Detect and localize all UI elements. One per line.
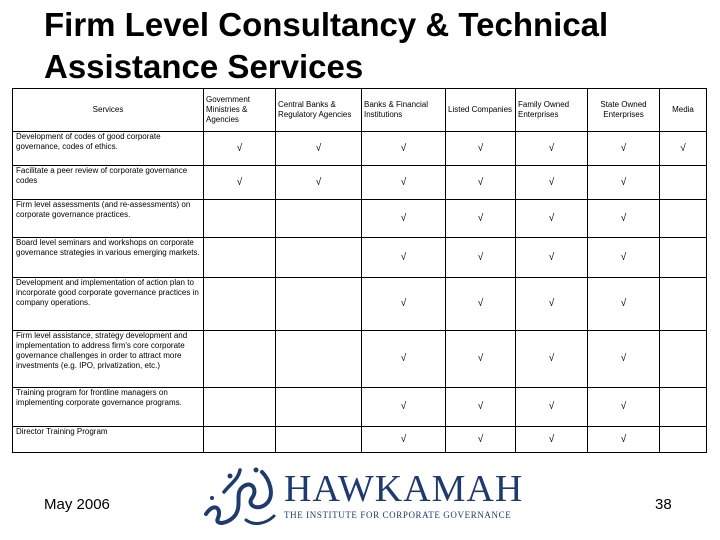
table-row xyxy=(13,278,707,331)
check-mark: √ xyxy=(516,166,588,200)
check-mark: √ xyxy=(446,427,516,453)
services-table xyxy=(12,88,707,453)
column-header: Central Banks & Regulatory Agencies xyxy=(276,89,362,132)
check-mark xyxy=(204,278,276,331)
calligraphy-logo-icon xyxy=(200,462,280,530)
service-cell: Board level seminars and workshops on corporate governance strategies in various emerging markets. xyxy=(13,238,204,278)
service-cell: Director Training Program xyxy=(13,427,204,453)
check-mark xyxy=(204,200,276,238)
check-mark xyxy=(660,331,707,388)
logo-tagline: THE INSTITUTE FOR CORPORATE GOVERNANCE xyxy=(284,510,512,520)
logo-name: HAWKAMAH xyxy=(284,468,524,510)
column-header: Government Ministries & Agencies xyxy=(204,89,276,132)
check-mark xyxy=(276,388,362,427)
check-mark xyxy=(276,238,362,278)
column-header: State Owned Enterprises xyxy=(588,89,660,132)
check-mark: √ xyxy=(516,200,588,238)
check-mark: √ xyxy=(516,238,588,278)
check-mark xyxy=(660,200,707,238)
slide-title: Firm Level Consultancy & Technical Assistance Services xyxy=(44,6,609,85)
column-header: Services xyxy=(13,89,204,132)
check-mark: √ xyxy=(660,132,707,166)
check-mark: √ xyxy=(446,132,516,166)
check-mark xyxy=(276,200,362,238)
service-cell: Firm level assistance, strategy development and implementation to address firm's core corporate governance challenges in order to attract more investments (e.g. IPO, privatization, etc.) xyxy=(13,331,204,388)
check-mark: √ xyxy=(362,388,446,427)
table-header-row xyxy=(13,89,707,132)
check-mark: √ xyxy=(446,166,516,200)
check-mark: √ xyxy=(362,427,446,453)
check-mark xyxy=(204,331,276,388)
check-mark xyxy=(276,278,362,331)
column-header: Family Owned Enterprises xyxy=(516,89,588,132)
table-row xyxy=(13,427,707,453)
table-row xyxy=(13,166,707,200)
check-mark: √ xyxy=(446,200,516,238)
check-mark: √ xyxy=(446,278,516,331)
check-mark: √ xyxy=(588,331,660,388)
check-mark: √ xyxy=(362,200,446,238)
check-mark: √ xyxy=(516,427,588,453)
table-row xyxy=(13,132,707,166)
check-mark xyxy=(276,331,362,388)
check-mark: √ xyxy=(516,132,588,166)
check-mark: √ xyxy=(204,132,276,166)
check-mark xyxy=(660,166,707,200)
check-mark: √ xyxy=(588,278,660,331)
check-mark xyxy=(276,427,362,453)
check-mark: √ xyxy=(362,331,446,388)
check-mark: √ xyxy=(446,388,516,427)
page-number: 38 xyxy=(655,496,672,513)
check-mark: √ xyxy=(516,278,588,331)
service-cell: Training program for frontline managers on implementing corporate governance programs. xyxy=(13,388,204,427)
table-row xyxy=(13,388,707,427)
check-mark: √ xyxy=(204,166,276,200)
check-mark: √ xyxy=(362,132,446,166)
footer-date: May 2006 xyxy=(44,496,110,513)
check-mark xyxy=(204,427,276,453)
column-header: Media xyxy=(660,89,707,132)
check-mark xyxy=(660,278,707,331)
check-mark xyxy=(660,388,707,427)
check-mark: √ xyxy=(362,238,446,278)
check-mark: √ xyxy=(588,388,660,427)
column-header: Listed Companies xyxy=(446,89,516,132)
hawkamah-logo xyxy=(200,462,530,530)
check-mark: √ xyxy=(588,200,660,238)
service-cell: Development and implementation of action plan to incorporate good corporate governance practices in company operations. xyxy=(13,278,204,331)
column-header: Banks & Financial Institutions xyxy=(362,89,446,132)
check-mark xyxy=(204,388,276,427)
table-row xyxy=(13,238,707,278)
check-mark: √ xyxy=(362,166,446,200)
check-mark xyxy=(660,427,707,453)
service-cell: Development of codes of good corporate governance, codes of ethics. xyxy=(13,132,204,166)
service-cell: Firm level assessments (and re-assessments) on corporate governance practices. xyxy=(13,200,204,238)
check-mark: √ xyxy=(362,278,446,331)
check-mark: √ xyxy=(446,238,516,278)
table-row xyxy=(13,331,707,388)
check-mark: √ xyxy=(588,166,660,200)
check-mark: √ xyxy=(516,331,588,388)
table-row xyxy=(13,200,707,238)
check-mark: √ xyxy=(588,427,660,453)
check-mark xyxy=(204,238,276,278)
check-mark: √ xyxy=(588,238,660,278)
service-cell: Facilitate a peer review of corporate governance codes xyxy=(13,166,204,200)
check-mark: √ xyxy=(446,331,516,388)
check-mark: √ xyxy=(588,132,660,166)
check-mark xyxy=(660,238,707,278)
check-mark: √ xyxy=(276,132,362,166)
check-mark: √ xyxy=(516,388,588,427)
check-mark: √ xyxy=(276,166,362,200)
